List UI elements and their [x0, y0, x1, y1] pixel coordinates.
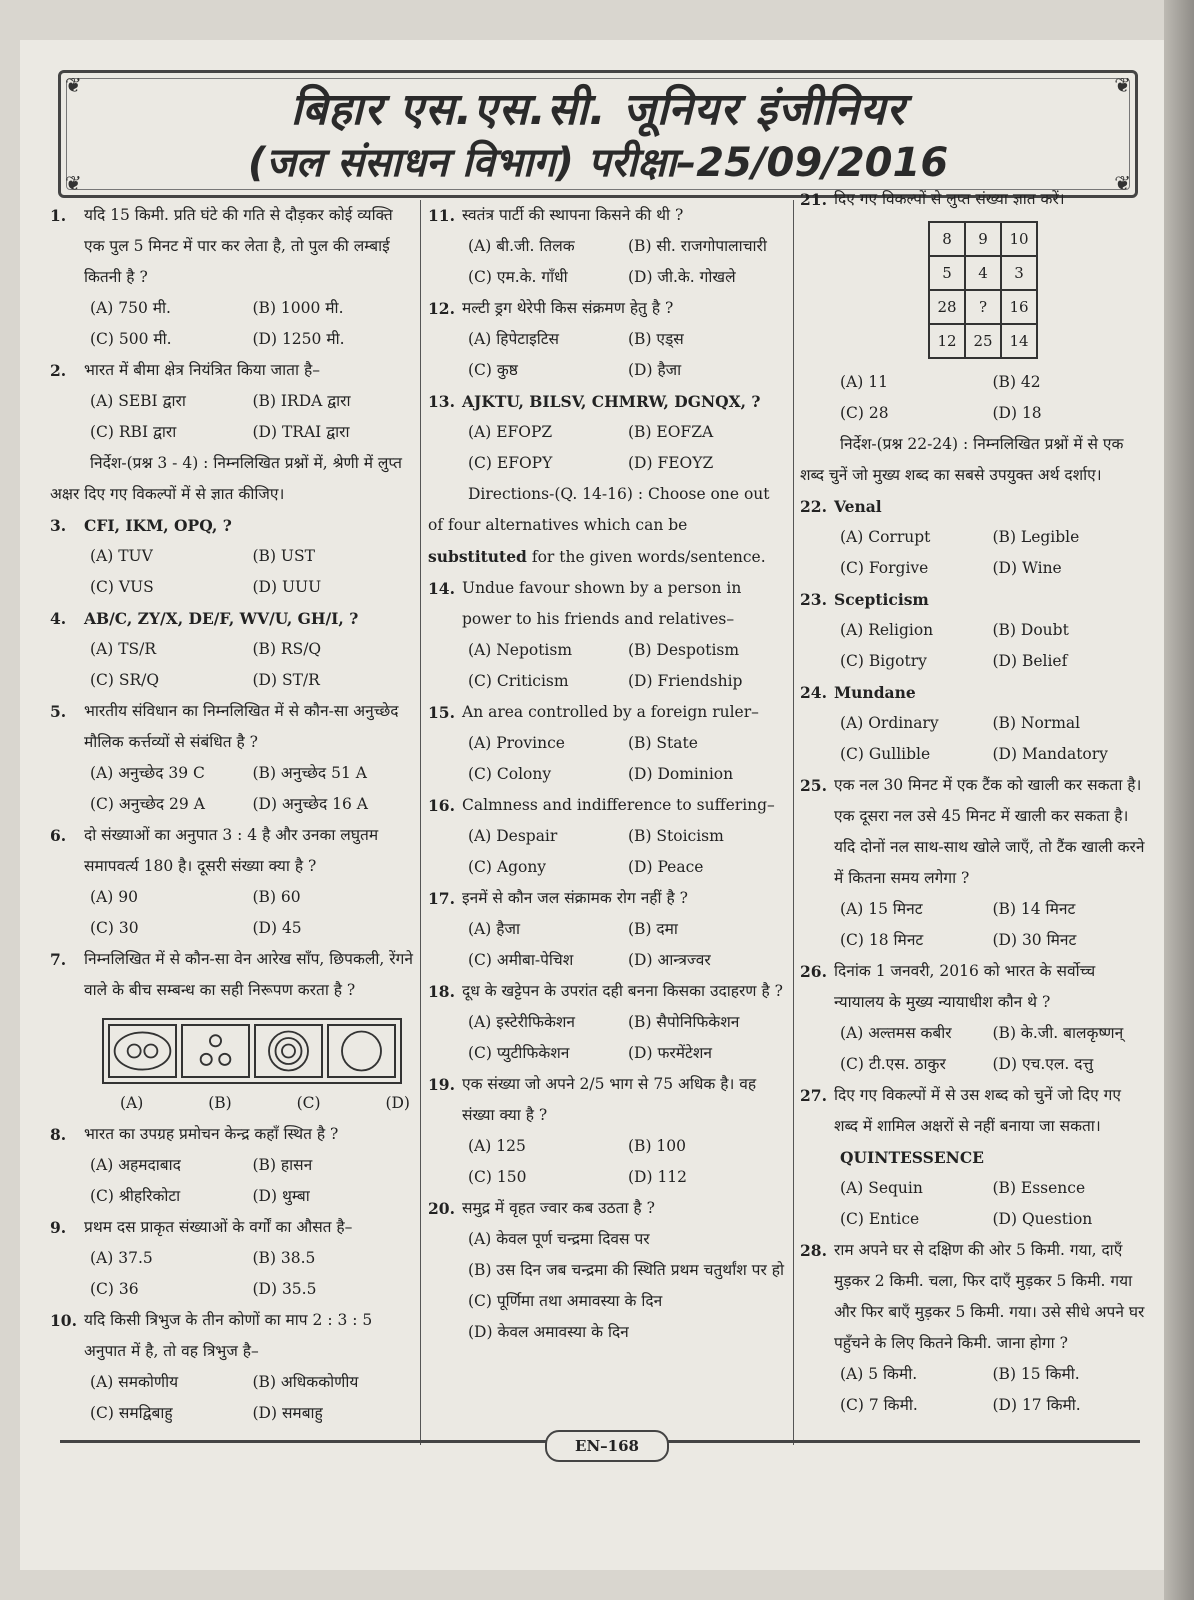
options: [800, 522, 1145, 584]
question-6: [50, 820, 415, 882]
option-b: (B) अधिककोणीय: [252, 1373, 359, 1391]
question-text: एक नल 30 मिनट में एक टैंक को खाली कर सकता है। एक दूसरा नल उसे 45 मिनट में खाली कर सकता है। यदि दोनों नल साथ-साथ खोले जाएँ, तो टैंक खाली करने में कितना समय लगेगा ?: [834, 776, 1145, 887]
option-b: (B) 15 किमी.: [992, 1365, 1080, 1383]
grid-cell: 12: [929, 324, 965, 358]
options: [428, 914, 788, 976]
question-number: 19.: [428, 1075, 455, 1094]
options: [428, 324, 788, 386]
venn-option-b: [181, 1024, 250, 1078]
option-c: (C) Gullible: [840, 745, 931, 763]
question-text: दिनांक 1 जनवरी, 2016 को भारत के सर्वोच्च न्यायालय के मुख्य न्यायाधीश कौन थे ?: [834, 962, 1096, 1011]
option-a: (A) हैजा: [468, 920, 520, 938]
question-text: प्रथम दस प्राकृत संख्याओं के वर्गों का औसत है–: [84, 1218, 353, 1236]
question-text: AJKTU, BILSV, CHMRW, DGNQX, ?: [462, 392, 761, 411]
question-number: 21.: [800, 190, 827, 209]
question-text: AB/C, ZY/X, DE/F, WV/U, GH/I, ?: [84, 609, 359, 628]
option-c: (C) 150: [468, 1168, 527, 1186]
option-b: (B) UST: [252, 547, 315, 565]
question-number: 15.: [428, 703, 455, 722]
option-b: (B) सैपोनिफिकेशन: [628, 1013, 740, 1031]
question-27: [800, 1080, 1145, 1142]
options: [428, 1224, 788, 1348]
directions-bold: substituted: [428, 547, 527, 566]
grid-cell: 10: [1001, 222, 1037, 256]
option-d: (D) UUU: [252, 578, 322, 596]
option-d: (D) TRAI द्वारा: [252, 423, 350, 441]
option-a: (A) SEBI द्वारा: [90, 392, 186, 410]
options: [50, 758, 415, 820]
option-d: (D) केवल अमावस्या के दिन: [468, 1323, 629, 1341]
question-text: भारत का उपग्रह प्रमोचन केन्द्र कहाँ स्थित है ?: [84, 1125, 339, 1143]
option-d: (D) 45: [252, 919, 302, 937]
option-b: (B) सी. राजगोपालाचारी: [628, 237, 767, 255]
question-text: राम अपने घर से दक्षिण की ओर 5 किमी. गया, दाएँ मुड़कर 2 किमी. चला, फिर दाएँ मुड़कर 5 किमी. गया और फिर बाएँ मुड़कर 5 किमी. गया। उसे सीधे अपने घर पहुँचने के लिए कितने किमी. जाना होगा ?: [834, 1241, 1145, 1352]
directions: निर्देश-(प्रश्न 3 - 4) : निम्नलिखित प्रश्नों में, श्रेणी में लुप्त अक्षर दिए गए विकल्पों में से ज्ञात कीजिए।: [50, 454, 403, 503]
question-number: 6.: [50, 826, 67, 845]
options: [428, 821, 788, 883]
options: [800, 615, 1145, 677]
question-number: 17.: [428, 889, 455, 908]
grid-cell: 9: [965, 222, 1001, 256]
ornament-icon: ❦: [65, 73, 82, 97]
options: [428, 635, 788, 697]
question-text: CFI, IKM, OPQ, ?: [84, 516, 232, 535]
option-a: (A) 90: [90, 888, 138, 906]
question-26: [800, 956, 1145, 1018]
option-d: (D) Friendship: [628, 672, 743, 690]
option-a: (A) 750 मी.: [90, 299, 171, 317]
option-a: (A) 125: [468, 1137, 526, 1155]
option-a: (A) Nepotism: [468, 641, 573, 659]
question-number: 9.: [50, 1218, 67, 1237]
option-c: (C) 18 मिनट: [840, 931, 924, 949]
question-18: [428, 976, 788, 1007]
grid-cell: 25: [965, 324, 1001, 358]
option-b: (B) एड्स: [628, 330, 684, 348]
option-d: (D) 1250 मी.: [252, 330, 345, 348]
question-28: [800, 1235, 1145, 1359]
question-number: 27.: [800, 1086, 827, 1105]
question-25: [800, 770, 1145, 894]
question-number: 1.: [50, 206, 67, 225]
option-a: (A) 37.5: [90, 1249, 153, 1267]
column-2: [428, 200, 788, 1348]
option-b: (B) Normal: [992, 714, 1081, 732]
label-d: (D): [385, 1094, 410, 1112]
option-a: (A) Sequin: [840, 1179, 923, 1197]
label-c: (C): [296, 1094, 321, 1112]
option-a: (A) 5 किमी.: [840, 1365, 918, 1383]
option-c: (C) Entice: [840, 1210, 920, 1228]
question-number: 7.: [50, 950, 67, 969]
question-text: भारत में बीमा क्षेत्र नियंत्रित किया जाता है–: [84, 361, 320, 379]
options: [50, 293, 415, 355]
venn-c-icon: [256, 1026, 321, 1076]
option-b: (B) 1000 मी.: [252, 299, 344, 317]
question-text: Scepticism: [834, 590, 929, 609]
option-d: (D) Mandatory: [992, 745, 1108, 763]
option-c: (C) अमीबा-पेचिश: [468, 951, 574, 969]
title-line-1: बिहार एस.एस.सी. जूनियर इंजीनियर: [290, 84, 906, 135]
option-a: (A) 15 मिनट: [840, 900, 923, 918]
option-b: (B) Despotism: [628, 641, 740, 659]
grid-cell: 14: [1001, 324, 1037, 358]
question-9: [50, 1212, 415, 1243]
option-b: (B) 14 मिनट: [992, 900, 1076, 918]
question-number: 16.: [428, 796, 455, 815]
question-number: 28.: [800, 1241, 827, 1260]
option-b: (B) EOFZA: [628, 423, 714, 441]
grid-cell: 3: [1001, 256, 1037, 290]
option-c: (C) श्रीहरिकोटा: [90, 1187, 181, 1205]
option-a: (A) TS/R: [90, 640, 157, 658]
option-d: (D) Question: [992, 1210, 1093, 1228]
options: [50, 1243, 415, 1305]
ornament-icon: ❦: [1114, 73, 1131, 97]
option-b: (B) Essence: [992, 1179, 1086, 1197]
question-text: Undue favour shown by a person in power to his friends and relatives–: [462, 579, 742, 628]
option-a: (A) हिपेटाइटिस: [468, 330, 560, 348]
option-c: (C) Forgive: [840, 559, 929, 577]
question-number: 2.: [50, 361, 67, 380]
option-c: (C) RBI द्वारा: [90, 423, 177, 441]
question-text: दिए गए विकल्पों में से उस शब्द को चुनें जो दिए गए शब्द में शामिल अक्षरों से नहीं बनाया जा सकता।: [834, 1086, 1121, 1135]
question-12: [428, 293, 788, 324]
option-c: (C) 28: [840, 404, 889, 422]
question-text: निम्नलिखित में से कौन-सा वेन आरेख साँप, छिपकली, रेंगने वाले के बीच सम्बन्ध का सही निरूपण करता है ?: [84, 950, 413, 999]
question-22: [800, 491, 1145, 522]
directions: [428, 479, 788, 573]
option-a: (A) EFOPZ: [468, 423, 553, 441]
option-b: (B) Stoicism: [628, 827, 724, 845]
option-b: (B) IRDA द्वारा: [252, 392, 351, 410]
question-number: 20.: [428, 1199, 455, 1218]
option-c: (C) अनुच्छेद 29 A: [90, 795, 205, 813]
option-b: (B) अनुच्छेद 51 A: [252, 764, 367, 782]
options: [428, 417, 788, 479]
question-13: [428, 386, 788, 417]
question-15: [428, 697, 788, 728]
question-4: [50, 603, 415, 634]
question-5: [50, 696, 415, 758]
options: [50, 1367, 415, 1429]
option-a: (A) Despair: [468, 827, 558, 845]
question-7: [50, 944, 415, 1006]
option-a: (A) Ordinary: [840, 714, 939, 732]
question-number: 5.: [50, 702, 67, 721]
option-a: (A) बी.जी. तिलक: [468, 237, 575, 255]
options: [800, 367, 1145, 429]
option-b: (B) RS/Q: [252, 640, 322, 658]
venn-diagram-options: [102, 1018, 402, 1084]
question-17: [428, 883, 788, 914]
option-b: (B) Legible: [992, 528, 1080, 546]
options: [800, 1018, 1145, 1080]
page-edge-shadow: [1164, 0, 1194, 1600]
column-divider: [793, 200, 794, 1445]
options: [50, 882, 415, 944]
venn-d-icon: [329, 1026, 394, 1076]
option-b: (B) 100: [628, 1137, 686, 1155]
column-3: [800, 184, 1145, 1421]
option-c: (C) Criticism: [468, 672, 569, 690]
title-banner: [58, 70, 1138, 198]
question-number: 24.: [800, 683, 827, 702]
question-text: दूध के खट्टेपन के उपरांत दही बनना किसका उदाहरण है ?: [462, 982, 783, 1000]
question-11: [428, 200, 788, 231]
venn-b-icon: [183, 1026, 248, 1076]
question-text: इनमें से कौन जल संक्रामक रोग नहीं है ?: [462, 889, 688, 907]
options: [50, 541, 415, 603]
options: [50, 634, 415, 696]
question-text: यदि किसी त्रिभुज के तीन कोणों का माप 2 : 3 : 5 अनुपात में है, तो वह त्रिभुज है–: [84, 1311, 373, 1360]
question-text: Venal: [834, 497, 882, 516]
question-number: 10.: [50, 1311, 77, 1330]
question-text: यदि 15 किमी. प्रति घंटे की गति से दौड़कर कोई व्यक्ति एक पुल 5 मिनट में पार कर लेता है, तो पुल की लम्बाई कितनी है ?: [84, 206, 393, 286]
question-number: 26.: [800, 962, 827, 981]
option-b: (B) 38.5: [252, 1249, 316, 1267]
question-10: [50, 1305, 415, 1367]
option-c: (C) एम.के. गाँधी: [468, 268, 568, 286]
question-number: 23.: [800, 590, 827, 609]
question-text: भारतीय संविधान का निम्नलिखित में से कौन-सा अनुच्छेद मौलिक कर्त्तव्यों से संबंधित है ?: [84, 702, 399, 751]
question-number: 25.: [800, 776, 827, 795]
options: [428, 1131, 788, 1193]
question-text: Mundane: [834, 683, 916, 702]
options: [50, 386, 415, 448]
number-grid: [928, 221, 1038, 359]
option-d: (D) Belief: [992, 652, 1068, 670]
question-24: [800, 677, 1145, 708]
option-c: (C) कुष्ठ: [468, 361, 518, 379]
option-c: (C) टी.एस. ठाकुर: [840, 1055, 946, 1073]
directions: निर्देश-(प्रश्न 22-24) : निम्नलिखित प्रश्नों में से एक शब्द चुनें जो मुख्य शब्द का सबसे उपयुक्त अर्थ दर्शाए।: [800, 435, 1124, 484]
question-23: [800, 584, 1145, 615]
option-d: (D) समबाहु: [252, 1404, 323, 1422]
question-14: [428, 573, 788, 635]
directions-text: Directions-(Q. 14-16) : Choose one out of four alternatives which can be: [428, 485, 770, 534]
venn-option-d: [327, 1024, 396, 1078]
question-number: 22.: [800, 497, 827, 516]
question-text: समुद्र में वृहत ज्वार कब उठता है ?: [462, 1199, 655, 1217]
option-d: (D) 112: [628, 1168, 688, 1186]
option-c: (C) पूर्णिमा तथा अमावस्या के दिन: [468, 1292, 663, 1310]
options: [50, 1150, 415, 1212]
question-1: [50, 200, 415, 293]
options: [428, 728, 788, 790]
option-d: (D) आन्त्रज्वर: [628, 951, 711, 969]
option-b: (B) के.जी. बालकृष्णन्: [992, 1024, 1124, 1042]
question-number: 8.: [50, 1125, 67, 1144]
option-b: (B) हासन: [252, 1156, 313, 1174]
option-a: (A) समकोणीय: [90, 1373, 179, 1391]
option-b: (B) उस दिन जब चन्द्रमा की स्थिति प्रथम चतुर्थांश पर हो: [468, 1261, 784, 1279]
option-c: (C) Agony: [468, 858, 547, 876]
title-line-2: (जल संसाधन विभाग) परीक्षा–25/09/2016: [247, 140, 949, 186]
option-c: (C) Bigotry: [840, 652, 927, 670]
options: [428, 231, 788, 293]
option-c: (C) EFOPY: [468, 454, 553, 472]
option-a: (A) इस्टेरीफिकेशन: [468, 1013, 576, 1031]
option-d: (D) फरमेंटेशन: [628, 1044, 712, 1062]
options: [800, 1359, 1145, 1421]
question-text: एक संख्या जो अपने 2/5 भाग से 75 अधिक है। वह संख्या क्या है ?: [462, 1075, 757, 1124]
option-d: (D) 18: [992, 404, 1042, 422]
option-c: (C) समद्विबाहु: [90, 1404, 173, 1422]
option-a: (A) अहमदाबाद: [90, 1156, 181, 1174]
grid-cell: 8: [929, 222, 965, 256]
grid-cell: 4: [965, 256, 1001, 290]
question-text: दिए गए विकल्पों से लुप्त संख्या ज्ञात करें।: [834, 190, 1065, 208]
question-text: दो संख्याओं का अनुपात 3 : 4 है और उनका लघुतम समापवर्त्य 180 है। दूसरी संख्या क्या है ?: [84, 826, 379, 875]
question-number: 3.: [50, 516, 67, 535]
option-d: (D) जी.के. गोखले: [628, 268, 736, 286]
option-b: (B) 60: [252, 888, 301, 906]
question-8: [50, 1119, 415, 1150]
question-number: 4.: [50, 609, 67, 628]
option-d: (D) FEOYZ: [628, 454, 714, 472]
question-text: An area controlled by a foreign ruler–: [462, 703, 759, 721]
question-number: 18.: [428, 982, 455, 1001]
option-d: (D) 30 मिनट: [992, 931, 1077, 949]
ornament-icon: ❦: [1114, 171, 1131, 195]
option-d: (D) Wine: [992, 559, 1062, 577]
option-c: (C) 36: [90, 1280, 139, 1298]
venn-option-a: [108, 1024, 177, 1078]
option-a: (A) केवल पूर्ण चन्द्रमा दिवस पर: [468, 1230, 650, 1248]
question-text: मल्टी ड्रग थेरेपी किस संक्रमण हेतु है ?: [462, 299, 674, 317]
question-text: स्वतंत्र पार्टी की स्थापना किसने की थी ?: [462, 206, 684, 224]
options: [800, 894, 1145, 956]
grid-cell: 28: [929, 290, 965, 324]
options: [428, 1007, 788, 1069]
option-a: (A) TUV: [90, 547, 153, 565]
question-number: 13.: [428, 392, 455, 411]
option-c: (C) Colony: [468, 765, 552, 783]
option-a: (A) अनुच्छेद 39 C: [90, 764, 205, 782]
question-20: [428, 1193, 788, 1224]
options: [800, 1173, 1145, 1235]
venn-option-c: [254, 1024, 323, 1078]
option-c: (C) VUS: [90, 578, 154, 596]
question-number: 11.: [428, 206, 455, 225]
option-d: (D) हैजा: [628, 361, 682, 379]
question-16: [428, 790, 788, 821]
question-21: [800, 184, 1145, 215]
option-c: (C) प्युटीफिकेशन: [468, 1044, 570, 1062]
option-d: (D) एच.एल. दत्तु: [992, 1055, 1094, 1073]
question-2: [50, 355, 415, 386]
page-number: EN–168: [545, 1430, 669, 1462]
column-divider: [420, 200, 421, 1445]
option-c: (C) 30: [90, 919, 139, 937]
column-1: [50, 200, 415, 1429]
option-d: (D) ST/R: [252, 671, 320, 689]
option-c: (C) 500 मी.: [90, 330, 172, 348]
venn-labels: [50, 1088, 410, 1119]
question-19: [428, 1069, 788, 1131]
given-word: QUINTESSENCE: [840, 1148, 984, 1167]
option-d: (D) थुम्बा: [252, 1187, 310, 1205]
option-b: (B) State: [628, 734, 698, 752]
option-d: (D) 17 किमी.: [992, 1396, 1081, 1414]
option-a: (A) 11: [840, 373, 888, 391]
label-a: (A): [120, 1094, 144, 1112]
option-a: (A) Religion: [840, 621, 934, 639]
option-b: (B) Doubt: [992, 621, 1069, 639]
options: [800, 708, 1145, 770]
question-text: Calmness and indifference to suffering–: [462, 796, 775, 814]
question-number: 14.: [428, 579, 455, 598]
grid-cell: 5: [929, 256, 965, 290]
option-a: (A) Province: [468, 734, 565, 752]
directions-text: for the given words/sentence.: [526, 548, 766, 566]
option-c: (C) 7 किमी.: [840, 1396, 918, 1414]
venn-a-icon: [110, 1026, 175, 1076]
option-b: (B) दमा: [628, 920, 678, 938]
option-d: (D) अनुच्छेद 16 A: [252, 795, 368, 813]
option-b: (B) 42: [992, 373, 1041, 391]
option-d: (D) 35.5: [252, 1280, 317, 1298]
grid-cell: ?: [965, 290, 1001, 324]
question-number: 12.: [428, 299, 455, 318]
label-b: (B): [208, 1094, 232, 1112]
ornament-icon: ❦: [65, 171, 82, 195]
option-d: (D) Dominion: [628, 765, 734, 783]
option-a: (A) अल्तमस कबीर: [840, 1024, 952, 1042]
question-3: [50, 510, 415, 541]
option-d: (D) Peace: [628, 858, 704, 876]
option-c: (C) SR/Q: [90, 671, 160, 689]
option-a: (A) Corrupt: [840, 528, 931, 546]
grid-cell: 16: [1001, 290, 1037, 324]
